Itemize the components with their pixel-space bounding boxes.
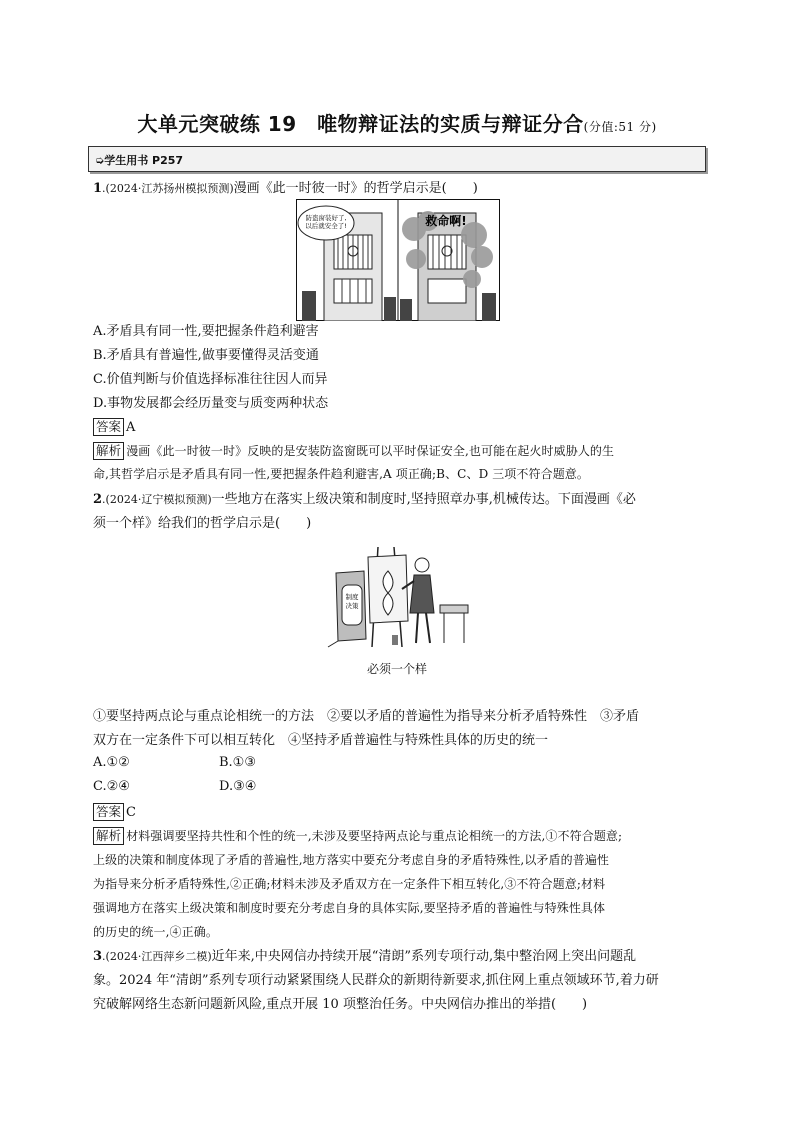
q3-source: .(2024·江西萍乡二模): [102, 950, 212, 963]
q1-number: 1: [93, 181, 103, 196]
q2-cartoon: [322, 543, 474, 649]
analysis-label: 解析: [93, 442, 124, 460]
q2-answer-value: C: [126, 805, 136, 820]
q2-number: 2: [93, 492, 103, 507]
q2-statements-line2: 双方在一定条件下可以相互转化 ④坚持矛盾普遍性与特殊性具体的历史的统一: [93, 733, 549, 748]
q2-source: .(2024·辽宁模拟预测): [102, 493, 212, 506]
q1-option-b[interactable]: B.矛盾具有普遍性,做事要懂得灵活变通: [93, 348, 319, 363]
q2-analysis-line: 材料强调要坚持共性和个性的统一,未涉及要坚持两点论与重点论相统一的方法,①不符合题意;: [126, 829, 623, 843]
q2-analysis-line4: 强调地方在落实上级决策和制度时要充分考虑自身的具体实际,要坚持矛盾的普遍性与特殊性具体: [93, 901, 606, 915]
q2-option-b[interactable]: B.①③: [219, 755, 256, 770]
q2-option-d[interactable]: D.③④: [219, 779, 257, 794]
answer-label: 答案: [93, 418, 124, 436]
book-reference: ➭学生用书 P257: [95, 154, 184, 167]
q1-bubble-text: 防盗窗装好了,以后就安全了!: [305, 214, 347, 230]
q1-answer: [93, 416, 707, 440]
q1-stem: [93, 177, 707, 201]
analysis-label: 解析: [93, 827, 124, 845]
q1-stem-text: 漫画《此一时彼一时》的哲学启示是( ): [233, 181, 478, 196]
q3-stem-text: 近年来,中央网信办持续开展“清朗”系列专项行动,集中整治网上突出问题乱: [211, 949, 637, 964]
q2-analysis-line2: 上级的决策和制度体现了矛盾的普遍性,地方落实中要充分考虑自身的矛盾特殊性,以矛盾的普遍性: [93, 853, 610, 867]
q1-analysis-line: 漫画《此一时彼一时》反映的是安装防盗窗既可以平时保证安全,也可能在起火时威胁人的生: [126, 444, 615, 458]
q1-analysis: [93, 440, 707, 463]
q2-analysis-line5: 的历史的统一,④正确。: [93, 925, 218, 939]
q1-option-d[interactable]: D.事物发展都会经历量变与质变两种状态: [93, 396, 329, 411]
q1-shout-text: 救命啊!: [425, 214, 467, 228]
answer-label: 答案: [93, 803, 124, 821]
q2-stem-text: 一些地方在落实上级决策和制度时,坚持照章办事,机械传达。下面漫画《必: [211, 492, 636, 507]
q1-analysis-line2: 命,其哲学启示是矛盾具有同一性,要把握条件趋利避害,A 项正确;B、C、D 三项不符合题意。: [93, 467, 590, 481]
q3-stem-line3: 究破解网络生态新问题新风险,重点开展 10 项整治任务。中央网信办推出的举措( ): [93, 997, 588, 1012]
q2-answer: [93, 801, 707, 825]
q2-sign-text: 制度决策: [345, 593, 359, 610]
q2-statements-line1: ①要坚持两点论与重点论相统一的方法 ②要以矛盾的普遍性为指导来分析矛盾特殊性 ③矛盾: [93, 709, 640, 724]
q1-cartoon: [296, 199, 500, 321]
q3-stem-line2: 象。2024 年“清朗”系列专项行动紧紧围绕人民群众的新期待新要求,抓住网上重点领域环节,着力研: [93, 973, 659, 988]
section-bar: [88, 146, 706, 172]
q2-stem: [93, 488, 707, 512]
q2-analysis: [93, 825, 707, 848]
title-text: 大单元突破练 19 唯物辩证法的实质与辩证分合: [137, 112, 584, 136]
q1-option-c[interactable]: C.价值判断与价值选择标准往往因人而异: [93, 372, 328, 387]
q2-cartoon-caption: 必须一个样: [366, 662, 427, 676]
q2-stem-line2: 须一个样》给我们的哲学启示是( ): [93, 516, 312, 531]
q1-answer-value: A: [126, 420, 136, 435]
q1-source: .(2024·江苏扬州模拟预测): [102, 182, 234, 195]
q2-option-a[interactable]: A.①②: [93, 755, 130, 770]
q3-stem: [93, 945, 707, 969]
page-title: [0, 108, 794, 137]
q3-number: 3: [93, 949, 103, 964]
q2-analysis-line3: 为指导来分析矛盾特殊性,②正确;材料未涉及矛盾双方在一定条件下相互转化,③不符合题意;材料: [93, 877, 606, 891]
score-note: (分值:51 分): [583, 120, 657, 134]
q1-option-a[interactable]: A.矛盾具有同一性,要把握条件趋利避害: [93, 324, 319, 339]
q2-option-c[interactable]: C.②④: [93, 779, 130, 794]
